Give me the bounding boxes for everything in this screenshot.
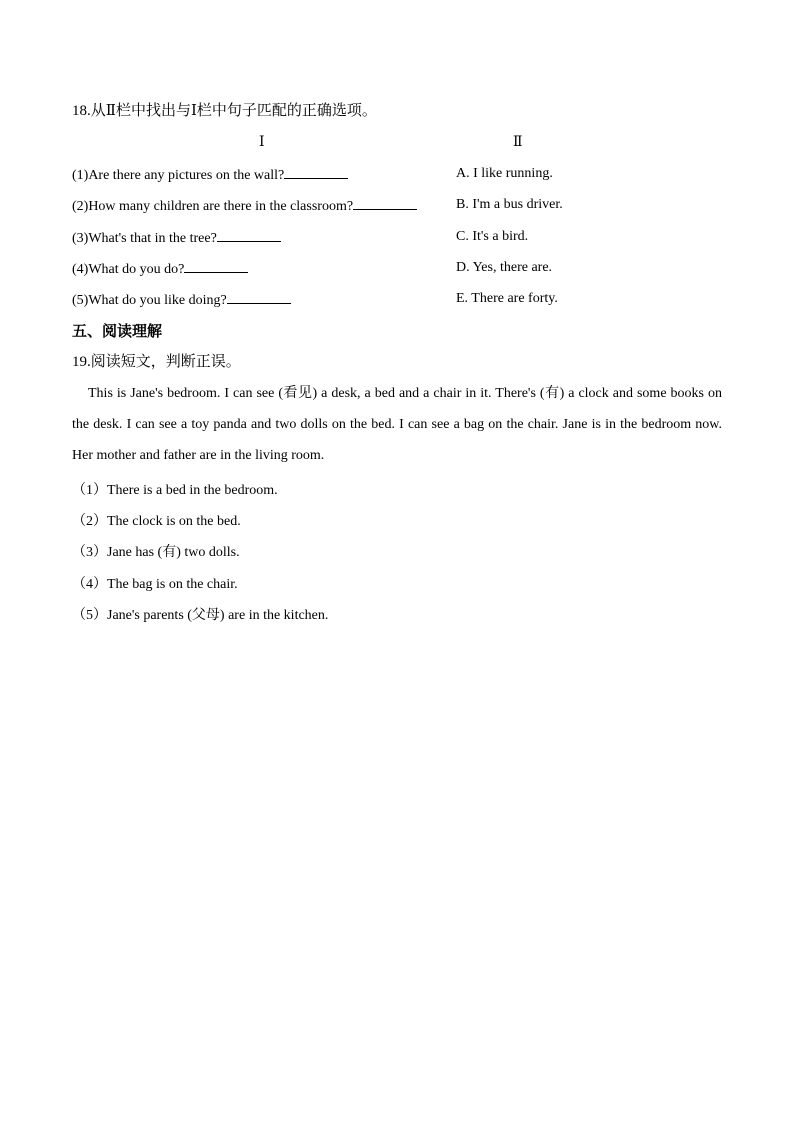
match-row-4 xyxy=(72,260,732,280)
match-row-3 xyxy=(72,229,732,249)
answer-blank[interactable] xyxy=(284,166,348,179)
match-option: B. I'm a bus driver. xyxy=(456,197,563,212)
answer-blank[interactable] xyxy=(184,260,248,273)
match-option: A. I like running. xyxy=(456,166,553,181)
column-i-header: Ⅰ xyxy=(259,135,265,150)
question-19-title: 19.阅读短文，判断正误。 xyxy=(72,354,241,370)
column-ii-header: Ⅱ xyxy=(513,135,523,150)
match-row-1 xyxy=(72,166,732,186)
match-question: (5)What do you like doing? xyxy=(72,291,291,309)
match-question: (1)Are there any pictures on the wall? xyxy=(72,166,348,184)
match-row-5 xyxy=(72,291,732,311)
statement-2: （2）The clock is on the bed. xyxy=(72,514,241,529)
match-option: E. There are forty. xyxy=(456,291,558,306)
statement-1: （1）There is a bed in the bedroom. xyxy=(72,483,278,498)
match-option: D. Yes, there are. xyxy=(456,260,553,275)
match-question: (3)What's that in the tree? xyxy=(72,229,281,247)
answer-blank[interactable] xyxy=(227,291,291,304)
match-row-2 xyxy=(72,197,732,217)
reading-passage: This is Jane's bedroom. I can see (看见) a desk, a bed and a chair in it. There's (有) a clock and some books on the desk. I can see a toy panda and two dolls on the bed. I can see a bag on the chair. Jane is in the bedroom now. Her mother and father are in the living room. xyxy=(72,386,722,463)
statement-3: （3）Jane has (有) two dolls. xyxy=(72,545,240,560)
answer-blank[interactable] xyxy=(353,197,417,210)
answer-blank[interactable] xyxy=(217,229,281,242)
match-question: (2)How many children are there in the classroom? xyxy=(72,197,417,215)
match-option: C. It's a bird. xyxy=(456,229,529,244)
question-18-title: 18.从Ⅱ栏中找出与Ⅰ栏中句子匹配的正确选项。 xyxy=(72,103,377,119)
statement-5: （5）Jane's parents (父母) are in the kitchen. xyxy=(72,608,329,623)
statement-4: （4）The bag is on the chair. xyxy=(72,577,238,592)
section-heading: 五、阅读理解 xyxy=(72,322,163,340)
match-question: (4)What do you do? xyxy=(72,260,248,278)
